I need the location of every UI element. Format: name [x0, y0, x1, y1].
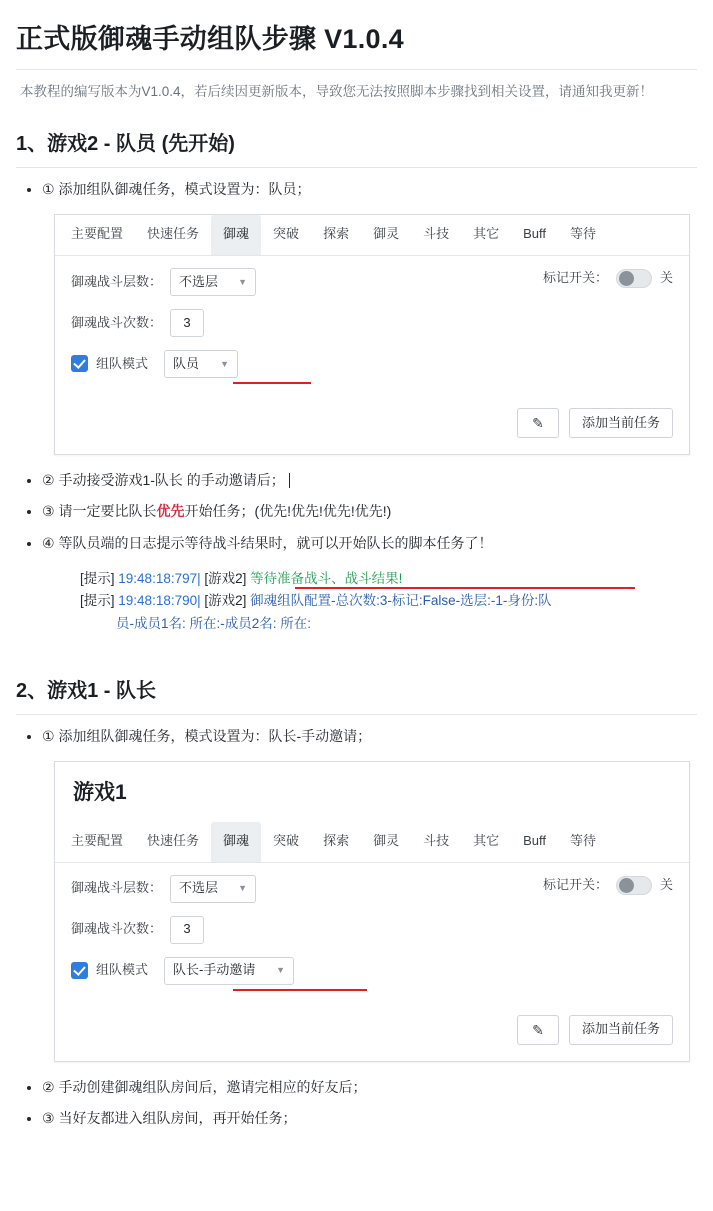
- tab-buff[interactable]: Buff: [523, 226, 547, 242]
- log-source: [游戏2]: [204, 593, 247, 609]
- team-mode-checkbox-group[interactable]: [71, 960, 156, 981]
- text-caret: [289, 473, 290, 488]
- list-item: • ① 添加组队御魂任务，模式设置为：队员；: [42, 178, 697, 200]
- row-count: [71, 309, 673, 337]
- team-mode-value: 队长-手动邀请: [173, 962, 256, 978]
- layer-select[interactable]: [170, 268, 256, 296]
- tab-main-config[interactable]: 主要配置: [71, 226, 124, 242]
- log-tag: [提示]: [80, 593, 115, 609]
- section-1-bullets-top: [16, 178, 697, 200]
- row-layer: [71, 875, 673, 903]
- tab-wait[interactable]: 等待: [570, 226, 597, 242]
- list-item: • ① 添加组队御魂任务，模式设置为：队长-手动邀请；: [42, 725, 697, 747]
- tab-tansuo[interactable]: 探索: [323, 832, 350, 848]
- log-message: 御魂组队配置-总次数:3-标记:False-选层:-1-身份:队: [250, 593, 552, 609]
- team-mode-select[interactable]: [164, 350, 238, 378]
- add-current-task-button[interactable]: 添加当前任务: [569, 408, 673, 438]
- chevron-down-icon: ▼: [220, 358, 230, 369]
- tab-quick-task[interactable]: 快速任务: [147, 832, 200, 848]
- log-line-2: [80, 590, 640, 635]
- tab-tansuo[interactable]: 探索: [323, 226, 350, 242]
- tab-yuling[interactable]: 御灵: [373, 226, 400, 242]
- list-item: • ② 手动创建御魂组队房间后，邀请完相应的好友后；: [42, 1076, 697, 1098]
- task-config-panel-member: [54, 214, 690, 455]
- chevron-down-icon: ▼: [276, 965, 286, 976]
- mark-switch-label: 标记开关：: [542, 876, 608, 892]
- mark-switch-group: [543, 268, 673, 289]
- layer-label: 御魂战斗层数：: [71, 880, 163, 896]
- team-mode-select[interactable]: [164, 957, 294, 985]
- mark-switch-state: 关: [659, 270, 673, 285]
- section-2-heading: 2、游戏1 - 队长: [16, 675, 697, 715]
- list-item: [42, 469, 697, 491]
- team-mode-checkbox-group[interactable]: [71, 354, 156, 375]
- mark-switch-label: 标记开关：: [542, 270, 608, 285]
- tab-yuling[interactable]: 御灵: [373, 832, 400, 848]
- log-timestamp: 19:48:18:790|: [118, 593, 201, 609]
- list-item-text: ② 手动接受游戏1-队长 的手动邀请后；: [42, 472, 285, 488]
- toggle-knob: [619, 878, 634, 893]
- page-title: 正式版御魂手动组队步骤 V1.0.4: [16, 18, 697, 70]
- tab-other[interactable]: 其它: [473, 832, 500, 848]
- team-mode-checkbox[interactable]: [71, 962, 88, 979]
- tab-buff[interactable]: Buff: [523, 832, 547, 848]
- mark-switch-toggle[interactable]: [616, 876, 652, 895]
- annotation-underline: [233, 382, 311, 384]
- task-config-panel-leader: [54, 761, 690, 1061]
- section-1-heading: 1、游戏2 - 队员 (先开始): [16, 128, 697, 168]
- layer-select-value: 不选层: [179, 880, 219, 896]
- section-2-bullets-top: [16, 725, 697, 747]
- log-message-cont: 员-成员1名: 所在:-成员2名: 所在:: [116, 615, 312, 631]
- team-mode-value: 队员: [173, 355, 200, 371]
- count-input[interactable]: 3: [170, 309, 204, 337]
- team-mode-label: 组队模式: [96, 355, 149, 371]
- panel-footer: [55, 1001, 689, 1061]
- toggle-knob: [619, 271, 634, 286]
- row-team-mode: [71, 957, 673, 985]
- add-current-task-button[interactable]: 添加当前任务: [569, 1015, 673, 1045]
- annotation-underline: [295, 587, 635, 589]
- tab-tupo[interactable]: 突破: [273, 832, 300, 848]
- list-item-text-post: 开始任务；(优先!优先!优先!优先!): [184, 503, 392, 520]
- row-count: [71, 916, 673, 944]
- row-layer: [71, 268, 673, 296]
- count-input[interactable]: 3: [170, 916, 204, 944]
- edit-icon-button[interactable]: ✎: [517, 408, 559, 438]
- emphasis-text: 优先: [156, 503, 185, 520]
- intro-paragraph: 本教程的编写版本为V1.0.4，若后续因更新版本，导致您无法按照脚本步骤找到相关设置，请通知我更新！: [20, 84, 654, 100]
- annotation-underline: [233, 989, 367, 991]
- window-title: 游戏1: [73, 781, 127, 805]
- tab-douji[interactable]: 斗技: [423, 226, 450, 242]
- tab-tupo[interactable]: 突破: [273, 226, 300, 242]
- count-label: 御魂战斗次数：: [71, 921, 163, 937]
- chevron-down-icon: ▼: [238, 276, 248, 287]
- team-mode-checkbox[interactable]: [71, 355, 88, 372]
- log-message: 等待准备战斗、战斗结果!: [250, 571, 403, 587]
- log-source: [游戏2]: [204, 571, 247, 587]
- mark-switch-state: 关: [659, 876, 673, 892]
- section-1-bullets-mid: [16, 469, 697, 554]
- tab-douji[interactable]: 斗技: [423, 832, 450, 848]
- panel-body: [55, 256, 689, 394]
- section-2-bullets-bottom: [16, 1076, 697, 1130]
- team-mode-label: 组队模式: [96, 962, 149, 978]
- list-item: • ④ 等队员端的日志提示等待战斗结果时，就可以开始队长的脚本任务了！: [42, 532, 697, 554]
- layer-label: 御魂战斗层数：: [71, 273, 163, 289]
- tab-other[interactable]: 其它: [473, 226, 500, 242]
- row-team-mode: [71, 350, 673, 378]
- list-item-text-pre: ③ 请一定要比队长: [42, 503, 157, 520]
- tab-main-config[interactable]: 主要配置: [71, 832, 124, 848]
- count-label: 御魂战斗次数：: [71, 314, 163, 330]
- tab-bar: [55, 822, 689, 863]
- panel-body: [55, 863, 689, 1001]
- tab-yuhun[interactable]: 御魂: [211, 215, 261, 255]
- chevron-down-icon: ▼: [238, 883, 248, 894]
- panel-footer: [55, 394, 689, 454]
- list-item: [42, 500, 697, 522]
- layer-select[interactable]: [170, 875, 256, 903]
- tab-bar: [55, 215, 689, 256]
- mark-switch-group: [543, 875, 673, 896]
- tab-wait[interactable]: 等待: [570, 832, 597, 848]
- mark-switch-toggle[interactable]: [616, 269, 652, 288]
- edit-icon-button[interactable]: ✎: [517, 1015, 559, 1045]
- layer-select-value: 不选层: [179, 273, 219, 289]
- log-output: [80, 568, 640, 635]
- log-timestamp: 19:48:18:797|: [118, 571, 201, 587]
- tab-quick-task[interactable]: 快速任务: [147, 226, 200, 242]
- list-item: • ③ 当好友都进入组队房间，再开始任务；: [42, 1107, 697, 1129]
- log-tag: [提示]: [80, 571, 115, 587]
- tab-yuhun[interactable]: 御魂: [211, 822, 261, 862]
